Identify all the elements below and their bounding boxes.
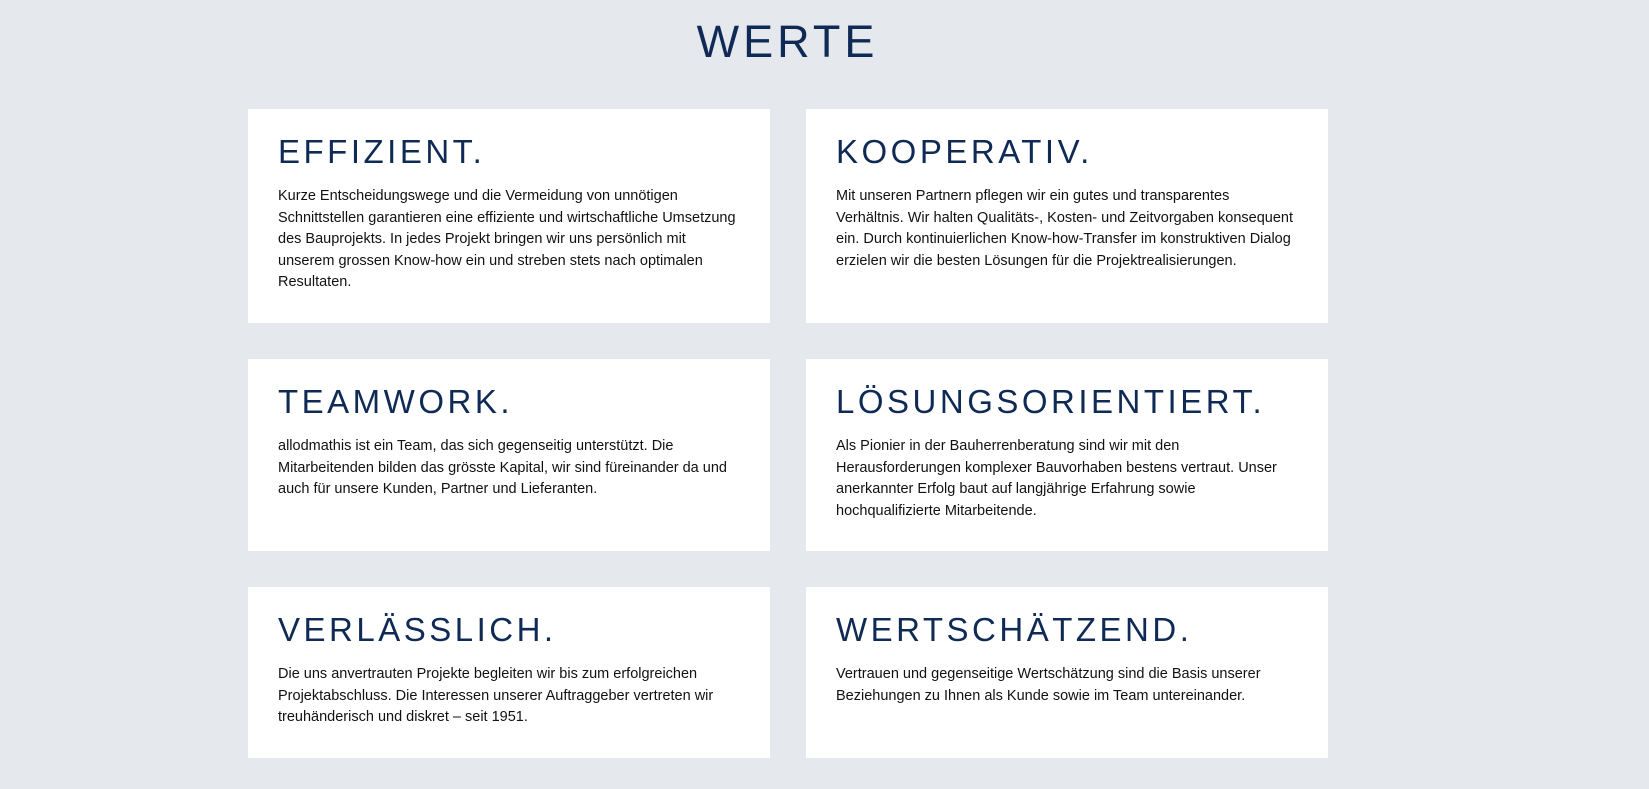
value-card-loesungsorientiert bbox=[806, 359, 1328, 551]
page-title: WERTE bbox=[696, 16, 879, 67]
value-card-text: Als Pionier in der Bauherrenberatung sind wir mit den Herausforderungen komplexer Bauvorhaben bestens vertraut. Unser anerkannter Erfolg baut auf langjährige Erfahrung sowie hochqualifizierte Mitarbeitende. bbox=[836, 438, 1277, 519]
value-card-title: KOOPERATIV. bbox=[836, 133, 1093, 170]
value-card-text: Die uns anvertrauten Projekte begleiten wir bis zum erfolgreichen Projektabschluss. Die Interessen unserer Auftraggeber vertreten wir treuhänderisch und diskret – seit 1951. bbox=[278, 666, 714, 726]
value-card-title: VERLÄSSLICH. bbox=[278, 611, 557, 648]
value-card-text: Vertrauen und gegenseitige Wertschätzung sind die Basis unserer Beziehungen zu Ihnen als Kunde sowie im Team untereinander. bbox=[836, 666, 1261, 704]
value-card-verlaesslich bbox=[248, 587, 770, 758]
value-card-wertschaetzend bbox=[806, 587, 1328, 758]
value-card-title: LÖSUNGSORIENTIERT. bbox=[836, 383, 1266, 420]
value-card-effizient bbox=[248, 109, 770, 323]
value-card-kooperativ bbox=[806, 109, 1328, 323]
value-card-teamwork bbox=[248, 359, 770, 551]
value-card-text: Mit unseren Partnern pflegen wir ein gutes und transparentes Verhältnis. Wir halten Qualitäts-, Kosten- und Zeitvorgaben konsequent ein. Durch kontinuierlichen Know-how-Transfer im konstruktiven Dialog erzielen wir die besten Lösungen für die Projektrealisierungen. bbox=[836, 188, 1294, 269]
value-card-title: WERTSCHÄTZEND. bbox=[836, 611, 1193, 648]
value-card-text: Kurze Entscheidungswege und die Vermeidung von unnötigen Schnittstellen garantieren eine effiziente und wirtschaftliche Umsetzung des Bauprojekts. In jedes Projekt bringen wir uns persönlich mit unserem grossen Know-how ein und streben stets nach optimalen Resultaten. bbox=[278, 188, 736, 291]
value-card-text: allodmathis ist ein Team, das sich gegenseitig unterstützt. Die Mitarbeitenden bilden das grösste Kapital, wir sind füreinander da und auch für unsere Kunden, Partner und Lieferanten. bbox=[278, 438, 727, 498]
value-card-title: EFFIZIENT. bbox=[278, 133, 486, 170]
value-card-title: TEAMWORK. bbox=[278, 383, 513, 420]
